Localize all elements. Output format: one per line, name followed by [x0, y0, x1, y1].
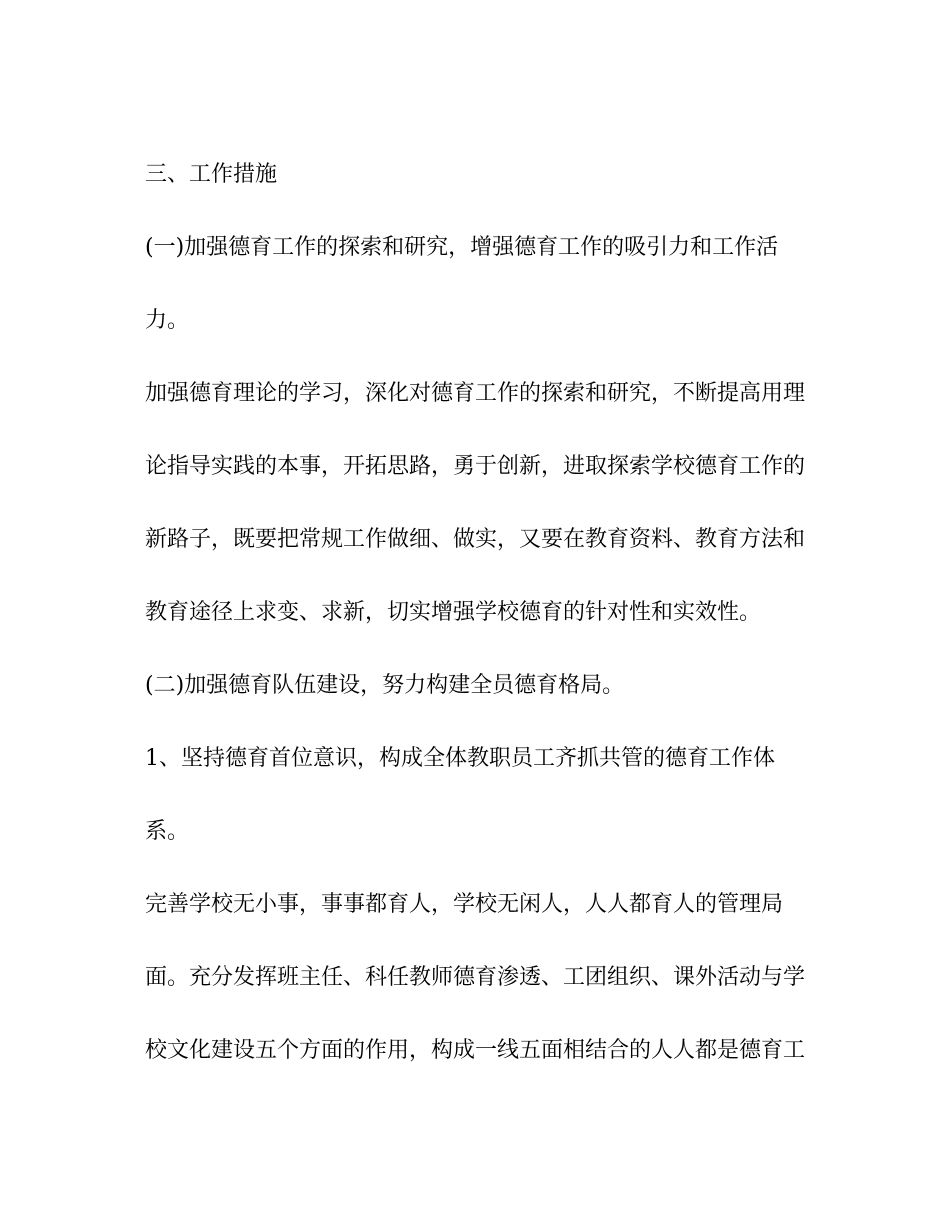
subheading-line: 力。: [145, 308, 190, 333]
paragraph-line: 论指导实践的本事，开拓思路，勇于创新，进取探索学校德育工作的: [145, 454, 806, 479]
paragraph-line: 面。充分发挥班主任、科任教师德育渗透、工团组织、课外活动与学: [145, 965, 806, 990]
subheading-line: (一)加强德育工作的探索和研究，增强德育工作的吸引力和工作活: [145, 235, 779, 260]
list-item-line: 系。: [145, 819, 190, 844]
paragraph-line: 教育途径上求变、求新，切实增强学校德育的针对性和实效性。: [145, 600, 762, 625]
document-body: [145, 138, 810, 1087]
section-heading: 三、工作措施: [145, 162, 278, 187]
paragraph-line: 新路子，既要把常规工作做细、做实，又要在教育资料、教育方法和: [145, 527, 806, 552]
paragraph-line: 完善学校无小事，事事都育人，学校无闲人，人人都育人的管理局: [145, 892, 784, 917]
paragraph-line: 校文化建设五个方面的作用，构成一线五面相结合的人人都是德育工: [145, 1038, 806, 1063]
subheading-line: (二)加强德育队伍建设，努力构建全员德育格局。: [145, 673, 625, 698]
paragraph-line: 加强德育理论的学习，深化对德育工作的探索和研究，不断提高用理: [145, 381, 806, 406]
list-item-line: 1、坚持德育首位意识，构成全体教职员工齐抓共管的德育工作体: [145, 746, 775, 771]
